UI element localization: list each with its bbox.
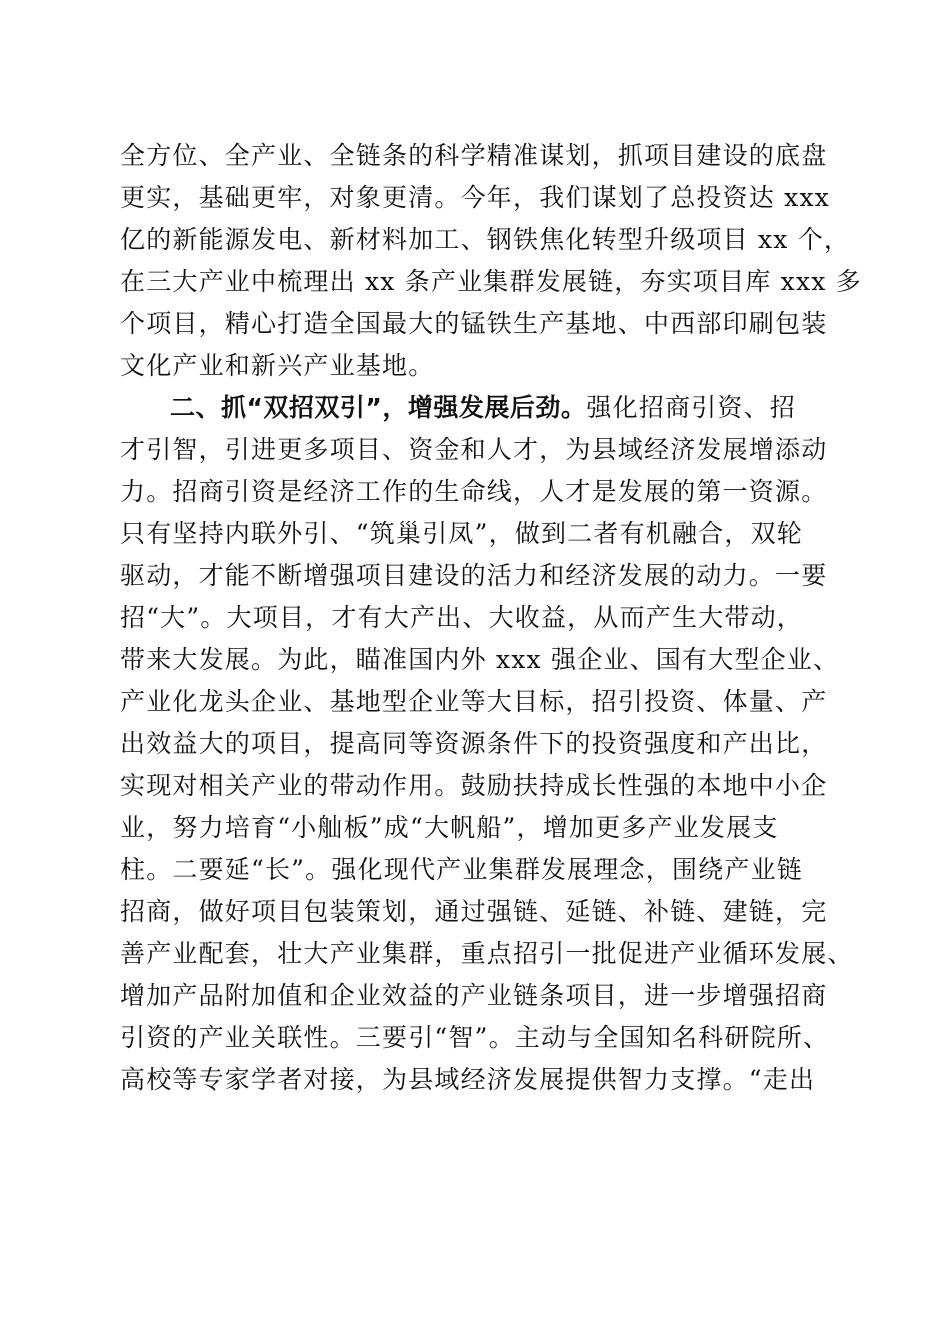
heading-line-rest: 强化招商引资、招: [586, 393, 796, 422]
section-heading: 二、抓“双招双引”，增强发展后劲。: [170, 393, 587, 422]
text-line: 带来大发展。为此，瞄准国内外 xxx 强企业、国有大型企业、: [120, 645, 840, 674]
text-line: 实现对相关产业的带动作用。鼓励扶持成长性强的本地中小企: [120, 771, 828, 800]
text-line: 招“大”。大项目，才有大产出、大收益，从而产生大带动，: [120, 603, 803, 632]
paragraph-1: [120, 135, 862, 387]
text-line: 引资的产业关联性。三要引“智”。主动与全国知名科研院所、: [120, 1023, 830, 1052]
text-line: 更实，基础更牢，对象更清。今年，我们谋划了总投资达 xxx: [120, 183, 831, 212]
text-line: 增加产品附加值和企业效益的产业链条项目，进一步增强招商: [120, 981, 828, 1010]
text-line: 招商，做好项目包装策划，通过强链、延链、补链、建链，完: [120, 897, 828, 926]
text-line: 出效益大的项目，提高同等资源条件下的投资强度和产出比，: [120, 729, 828, 758]
text-line: 在三大产业中梳理出 xx 条产业集群发展链，夯实项目库 xxx 多: [120, 267, 862, 296]
text-line: 个项目，精心打造全国最大的锰铁生产基地、中西部印刷包装: [120, 309, 828, 338]
text-line: 全方位、全产业、全链条的科学精准谋划，抓项目建设的底盘: [120, 141, 828, 170]
text-line: 产业化龙头企业、基地型企业等大目标，招引投资、体量、产: [120, 687, 828, 716]
paragraph-2: [120, 387, 854, 1101]
text-line: 柱。二要延“长”。强化现代产业集群发展理念，围绕产业链: [120, 855, 803, 884]
document-page: [120, 135, 862, 1101]
text-line: 业，努力培育“小舢板”成“大帆船”，增加更多产业发展支: [120, 813, 779, 842]
text-line: 驱动，才能不断增强项目建设的活力和经济发展的动力。一要: [120, 561, 828, 590]
text-line: 只有坚持内联外引、“筑巢引凤”，做到二者有机融合，双轮: [120, 519, 803, 548]
text-line: 高校等专家学者对接，为县域经济发展提供智力支撑。“走出: [120, 1065, 816, 1094]
text-line: [120, 387, 830, 429]
text-line: 文化产业和新兴产业基地。: [120, 351, 435, 380]
text-line: 善产业配套，壮大产业集群，重点招引一批促进产业循环发展、: [120, 939, 854, 968]
text-line: 亿的新能源发电、新材料加工、钢铁焦化转型升级项目 xx 个，: [120, 225, 851, 254]
text-line: 力。招商引资是经济工作的生命线，人才是发展的第一资源。: [120, 477, 828, 506]
text-line: 才引智，引进更多项目、资金和人才，为县域经济发展增添动: [120, 435, 828, 464]
